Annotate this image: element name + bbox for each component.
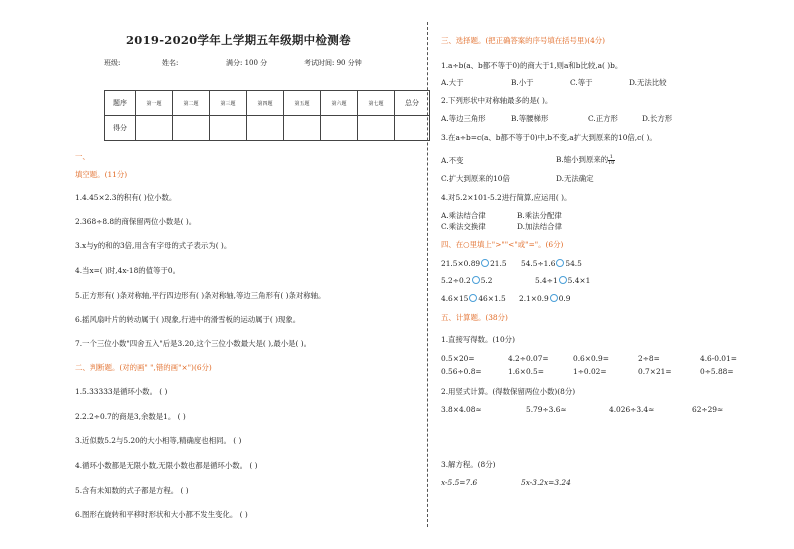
- compare-item: [441, 294, 506, 303]
- compare-left: 4.6×15: [441, 294, 469, 303]
- choice-q4: 4.对5.2×101-5.2进行简算,应运用( )。: [441, 193, 572, 202]
- compare-item: [519, 294, 570, 303]
- compare-left: 5.4÷1: [535, 276, 558, 285]
- choice-q4-opt-d: D.加法结合律: [517, 222, 562, 231]
- section2-title: 二、判断题。(对的画" ",错的画"×")(6分): [75, 363, 212, 372]
- direct-calc-item: 0.5×20=: [441, 354, 475, 363]
- name-label: 姓名:: [162, 59, 179, 67]
- choice-q3: 3.在a÷b=c(a、b都不等于0)中,b不变,a扩大到原来的10倍,c( )。: [441, 133, 657, 142]
- compare-item: [441, 276, 492, 285]
- equation-item: 5x-3.2x=3.24: [521, 478, 571, 487]
- fraction-one-tenth: [608, 155, 614, 166]
- score-table-q5: 第五题: [284, 91, 321, 116]
- vertical-calc-item: 4.026÷3.4≈: [609, 405, 655, 414]
- choice-q2-opt-c: C.正方形: [588, 114, 618, 123]
- compare-item: [535, 276, 590, 285]
- score-cell: [395, 116, 430, 141]
- score-cell: [284, 116, 321, 141]
- compare-circle[interactable]: [556, 259, 564, 267]
- fill-item-3: 3.x与y的和的3倍,用含有字母的式子表示为( )。: [75, 241, 232, 250]
- fraction-denominator: 10: [608, 160, 615, 166]
- score-table-header-label: 题序: [105, 91, 136, 116]
- choice-q4-opt-b: B.乘法分配律: [517, 211, 562, 220]
- equation-subtitle: 3.解方程。(8分): [441, 460, 496, 469]
- direct-calc-item: 4.6-0.01=: [700, 354, 737, 363]
- fill-item-7: 7.一个三位小数"四舍五入"后是3.20,这个三位小数最大是( ),最小是( )。: [75, 339, 312, 348]
- compare-right: 5.4×1: [567, 276, 591, 285]
- compare-right: 54.5: [565, 259, 582, 268]
- full-score-label: 满分: 100 分: [226, 59, 268, 67]
- choice-q2-opt-a: A.等边三角形: [441, 114, 486, 123]
- choice-q1-opt-a: A.大于: [441, 78, 464, 87]
- fill-item-4: 4.当x=( )时,4x-18的值等于0。: [75, 266, 180, 275]
- compare-circle[interactable]: [469, 294, 477, 302]
- score-cell: [358, 116, 395, 141]
- compare-right: 21.5: [490, 259, 507, 268]
- score-table: [104, 90, 430, 141]
- direct-calc-item: 0.56÷0.8=: [441, 367, 482, 376]
- fill-item-5: 5.正方形有( )条对称轴,平行四边形有( )条对称轴,等边三角形有( )条对称轴。: [75, 291, 326, 300]
- judge-item-2: 2.2.2÷0.7的商是3,余数是1。 ( ): [75, 412, 186, 421]
- choice-q4-opt-a: A.乘法结合律: [441, 211, 486, 220]
- score-table-score-label: 得分: [105, 116, 136, 141]
- score-cell: [136, 116, 173, 141]
- exam-time-label: 考试时间: 90 分钟: [304, 59, 362, 67]
- fill-item-6: 6.摇风扇叶片的转动属于( )现象,行进中的滑雪板的运动属于( )现象。: [75, 315, 301, 324]
- score-table-q1: 第一题: [136, 91, 173, 116]
- score-cell: [210, 116, 247, 141]
- compare-left: 5.2÷0.2: [441, 276, 471, 285]
- score-table-q7: 第七题: [358, 91, 395, 116]
- page-title: 2019-2020学年上学期五年级期中检测卷: [126, 33, 351, 47]
- judge-item-1: 1.5.33333是循环小数。 ( ): [75, 387, 168, 396]
- section1-title: 填空题。(11分): [75, 170, 128, 179]
- score-table-q6: 第六题: [321, 91, 358, 116]
- compare-circle[interactable]: [481, 259, 489, 267]
- direct-calc-item: 4.2÷0.07=: [508, 354, 549, 363]
- choice-q1-opt-d: D.无法比较: [629, 78, 667, 87]
- compare-right: 0.9: [558, 294, 571, 303]
- compare-item: [521, 259, 582, 268]
- judge-item-6: 6.图形在旋转和平移时形状和大小都不发生变化。 ( ): [75, 510, 248, 519]
- choice-q1-opt-c: C.等于: [570, 78, 593, 87]
- equation-item: x-5.5=7.6: [441, 478, 478, 487]
- direct-calc-item: 0.7×21=: [638, 367, 672, 376]
- section3-title: 三、选择题。(把正确答案的序号填在括号里)(4分): [441, 36, 606, 45]
- score-table-total: 总分: [395, 91, 430, 116]
- score-cell: [247, 116, 284, 141]
- choice-q2-opt-b: B.等腰梯形: [511, 114, 549, 123]
- vertical-calc-item: 3.8×4.08≈: [441, 405, 482, 414]
- compare-left: 54.5÷1.6: [521, 259, 556, 268]
- compare-circle[interactable]: [550, 294, 558, 302]
- score-table-q2: 第二题: [173, 91, 210, 116]
- column-divider: [427, 22, 428, 527]
- score-cell: [321, 116, 358, 141]
- judge-item-3: 3.近似数5.2与5.20的大小相等,精确度也相同。 ( ): [75, 436, 242, 445]
- choice-q3-opt-b: [556, 155, 615, 166]
- choice-q3-opt-d: D.无法确定: [556, 174, 594, 183]
- direct-calc-item: 0.6×0.9=: [573, 354, 609, 363]
- choice-q3-opt-c: C.扩大到原来的10倍: [441, 174, 510, 183]
- score-cell: [173, 116, 210, 141]
- direct-calc-item: 1÷0.02=: [573, 367, 607, 376]
- class-label: 班级:: [104, 59, 121, 67]
- direct-calc-item: 0÷5.88=: [700, 367, 734, 376]
- section1-number: 一、: [75, 152, 90, 161]
- fill-item-1: 1.4.45×2.3的积有( )位小数。: [75, 193, 177, 202]
- judge-item-5: 5.含有未知数的式子都是方程。 ( ): [75, 486, 189, 495]
- score-table-row: [105, 116, 430, 141]
- compare-item: [441, 259, 507, 268]
- compare-left: 21.5×0.89: [441, 259, 481, 268]
- choice-q2: 2.下列形状中对称轴最多的是( )。: [441, 96, 553, 105]
- choice-q3-opt-b-text: B.缩小到原来的: [556, 155, 609, 164]
- section4-title: 四、在○里填上">""<"或"="。(6分): [441, 240, 564, 249]
- fill-item-2: 2.368÷8.8的商保留两位小数是( )。: [75, 217, 197, 226]
- compare-circle[interactable]: [559, 276, 567, 284]
- section5-title: 五、计算题。(38分): [441, 313, 508, 322]
- fraction-numerator: 1: [609, 154, 613, 160]
- compare-right: 5.2: [480, 276, 493, 285]
- vertical-calc-subtitle: 2.用竖式计算。(得数保留两位小数)(8分): [441, 387, 576, 396]
- choice-q3-opt-a: A.不变: [441, 156, 464, 165]
- choice-q1-opt-b: B.小于: [511, 78, 534, 87]
- direct-calc-item: 1.6×0.5=: [508, 367, 544, 376]
- direct-calc-subtitle: 1.直接写得数。(10分): [441, 335, 515, 344]
- compare-right: 46×1.5: [478, 294, 506, 303]
- score-table-q4: 第四题: [247, 91, 284, 116]
- choice-q2-opt-d: D.长方形: [642, 114, 673, 123]
- choice-q4-opt-c: C.乘法交换律: [441, 222, 486, 231]
- vertical-calc-item: 62÷29≈: [692, 405, 724, 414]
- direct-calc-item: 2÷8=: [638, 354, 660, 363]
- choice-q1: 1.a÷b(a、b都不等于0)的商大于1,则a和b比较,a( )b。: [441, 61, 623, 70]
- judge-item-4: 4.循环小数都是无限小数,无限小数也都是循环小数。 ( ): [75, 461, 258, 470]
- score-table-row: [105, 91, 430, 116]
- vertical-calc-item: 5.79÷3.6≈: [526, 405, 567, 414]
- compare-left: 2.1×0.9: [519, 294, 549, 303]
- compare-circle[interactable]: [472, 276, 480, 284]
- score-table-q3: 第三题: [210, 91, 247, 116]
